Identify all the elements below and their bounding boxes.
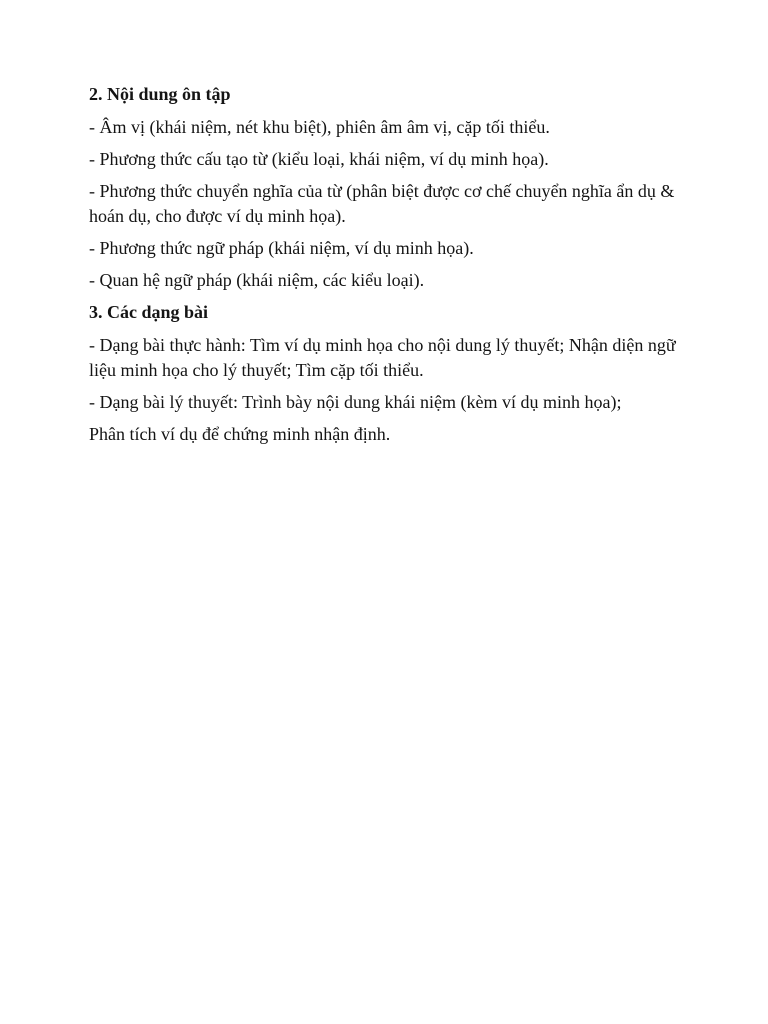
list-item: - Quan hệ ngữ pháp (khái niệm, các kiểu loại).: [89, 270, 425, 290]
section-heading: 2. Nội dung ôn tập: [89, 84, 231, 104]
section-review-content: [89, 82, 708, 293]
list-item: - Phương thức chuyển nghĩa của từ (phân biệt được cơ chế chuyển nghĩa ẩn dụ & hoán dụ, cho được ví dụ minh họa).: [89, 181, 675, 226]
list-item: - Âm vị (khái niệm, nét khu biệt), phiên âm âm vị, cặp tối thiểu.: [89, 117, 550, 137]
list-item: - Dạng bài lý thuyết: Trình bày nội dung khái niệm (kèm ví dụ minh họa);: [89, 392, 622, 412]
list-item: Phân tích ví dụ để chứng minh nhận định.: [89, 424, 391, 444]
section-exercise-types: [89, 300, 708, 447]
list-item: - Dạng bài thực hành: Tìm ví dụ minh họa cho nội dung lý thuyết; Nhận diện ngữ liệu minh họa cho lý thuyết; Tìm cặp tối thiểu.: [89, 335, 676, 380]
section-heading: 3. Các dạng bài: [89, 302, 209, 322]
list-item: - Phương thức ngữ pháp (khái niệm, ví dụ minh họa).: [89, 238, 474, 258]
list-item: - Phương thức cấu tạo từ (kiểu loại, khái niệm, ví dụ minh họa).: [89, 149, 549, 169]
